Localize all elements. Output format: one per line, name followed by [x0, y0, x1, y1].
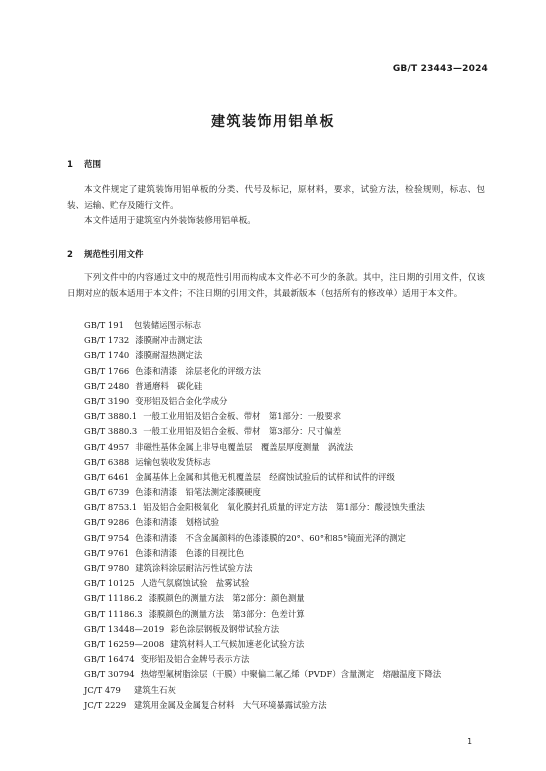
- reference-item: [84, 348, 494, 363]
- reference-title: 建筑材料人工气候加速老化试验方法: [170, 638, 305, 649]
- references-intro-paragraph: 下列文件中的内容通过文中的规范性引用而构成本文件必不可少的条款。其中，注日期的引用文件，仅该日期对应的版本适用于本文件；不注日期的引用文件，其最新版本（包括所有的修改单）适用于本文件。: [67, 273, 485, 299]
- reference-code: GB/T 6739: [84, 487, 130, 498]
- reference-code: GB/T 16259—2008: [84, 638, 165, 649]
- reference-code: GB/T 3190: [84, 395, 130, 406]
- reference-code: GB/T 191: [84, 320, 124, 330]
- reference-title: 建筑生石灰: [134, 684, 176, 695]
- reference-item: [84, 607, 494, 622]
- reference-item: [84, 637, 494, 652]
- reference-title: 漆膜耐冲击测定法: [135, 335, 203, 346]
- reference-code: JC/T 2229: [84, 699, 127, 710]
- reference-code: GB/T 13448—2019: [84, 623, 165, 634]
- reference-code: GB/T 2480: [84, 380, 130, 391]
- reference-code: GB/T 1740: [84, 350, 130, 361]
- reference-item: [84, 698, 494, 713]
- reference-item: [84, 683, 494, 698]
- reference-code: GB/T 4957: [84, 441, 130, 452]
- reference-item: [84, 622, 494, 637]
- document-title: 建筑装饰用铝单板: [211, 114, 335, 130]
- reference-code: GB/T 8753.1: [84, 502, 138, 513]
- section-heading-scope: [67, 158, 101, 170]
- section-number: 2: [67, 250, 73, 260]
- reference-item: [84, 652, 494, 667]
- reference-item: [84, 576, 494, 591]
- reference-title: 色漆和清漆 铅笔法测定漆膜硬度: [135, 487, 261, 498]
- reference-code: GB/T 9761: [84, 547, 130, 558]
- reference-code: GB/T 11186.2: [84, 593, 143, 604]
- reference-item: [84, 561, 494, 576]
- reference-item: [84, 318, 494, 333]
- reference-code: GB/T 9286: [84, 517, 130, 528]
- reference-title: 漆膜颜色的测量方法 第3部分：色差计算: [148, 608, 305, 619]
- reference-code: GB/T 10125: [84, 578, 135, 589]
- reference-title: 金属基体上金属和其他无机覆盖层 经腐蚀试验后的试样和试件的评级: [135, 471, 395, 482]
- reference-code: GB/T 3880.3: [84, 426, 138, 437]
- reference-title: 普通磨料 碳化硅: [135, 380, 203, 391]
- section-heading-normative-references: [67, 248, 144, 260]
- reference-item: [84, 546, 494, 561]
- reference-title: 彩色涂层钢板及钢带试验方法: [170, 623, 280, 634]
- reference-title: 色漆和清漆 涂层老化的评级方法: [135, 365, 261, 376]
- reference-code: GB/T 6461: [84, 471, 130, 482]
- reference-item: [84, 485, 494, 500]
- reference-title: 色漆和清漆 色漆的目视比色: [135, 547, 245, 558]
- reference-title: 建筑涂料涂层耐沾污性试验方法: [135, 563, 253, 573]
- reference-item: [84, 394, 494, 409]
- reference-code: GB/T 16474: [84, 654, 135, 665]
- reference-item: [84, 333, 494, 348]
- reference-item: [84, 470, 494, 485]
- reference-code: GB/T 9780: [84, 563, 130, 573]
- reference-item: [84, 364, 494, 379]
- reference-title: 变形铝及铝合金化学成分: [135, 395, 228, 406]
- section-number: 1: [67, 160, 73, 170]
- reference-item: [84, 379, 494, 394]
- reference-title: 色漆和清漆 不含金属颜料的色漆漆膜的20°、60°和85°镜面光泽的测定: [135, 532, 406, 543]
- reference-title: 非磁性基体金属上非导电覆盖层 覆盖层厚度测量 涡流法: [135, 441, 353, 452]
- reference-title: 人造气氛腐蚀试验 盐雾试验: [140, 578, 250, 589]
- reference-title: 变形铝及铝合金牌号表示方法: [140, 654, 250, 665]
- reference-item: [84, 500, 494, 515]
- reference-title: 色漆和清漆 划格试验: [135, 517, 219, 528]
- section-title: 规范性引用文件: [84, 250, 144, 260]
- reference-title: 漆膜颜色的测量方法 第2部分：颜色测量: [148, 593, 305, 604]
- reference-title: 铝及铝合金阳极氧化 氧化膜封孔质量的评定方法 第1部分：酸浸蚀失重法: [143, 502, 425, 513]
- reference-item: [84, 440, 494, 455]
- page-number: 1: [467, 737, 472, 746]
- reference-title: 一般工业用铝及铝合金板、带材 第1部分：一般要求: [143, 411, 342, 422]
- reference-title: 建筑用金属及金属复合材料 大气环境暴露试验方法: [134, 699, 327, 710]
- reference-item: [84, 591, 494, 606]
- standard-number: GB/T 23443—2024: [392, 64, 488, 74]
- reference-title: 包装储运图示标志: [134, 320, 201, 330]
- reference-item: [84, 531, 494, 546]
- reference-title: 一般工业用铝及铝合金板、带材 第3部分：尺寸偏差: [143, 426, 342, 437]
- section-title: 范围: [84, 160, 102, 170]
- reference-code: GB/T 1732: [84, 335, 130, 346]
- reference-code: GB/T 30794: [84, 669, 135, 680]
- reference-item: [84, 455, 494, 470]
- reference-code: GB/T 9754: [84, 532, 130, 543]
- reference-code: GB/T 3880.1: [84, 411, 138, 422]
- reference-item: [84, 409, 494, 424]
- scope-applicability-paragraph: 本文件适用于建筑室内外装饰装修用铝单板。: [84, 216, 256, 226]
- reference-code: JC/T 479: [84, 684, 121, 695]
- reference-code: GB/T 6388: [84, 456, 130, 467]
- reference-item: [84, 424, 494, 439]
- reference-code: GB/T 1766: [84, 365, 130, 376]
- reference-list: [84, 318, 494, 713]
- reference-title: 漆膜耐湿热测定法: [135, 350, 203, 361]
- scope-paragraph: 本文件规定了建筑装饰用铝单板的分类、代号及标记，原材料，要求，试验方法，检验规则，标志、包装、运输、贮存及随行文件。: [67, 185, 485, 211]
- reference-title: 热熔型氟树脂涂层（干膜）中聚偏二氟乙烯（PVDF）含量测定 熔融温度下降法: [140, 669, 442, 680]
- reference-title: 运输包装收发货标志: [135, 456, 211, 467]
- reference-item: [84, 515, 494, 530]
- reference-code: GB/T 11186.3: [84, 608, 143, 619]
- reference-item: [84, 667, 494, 682]
